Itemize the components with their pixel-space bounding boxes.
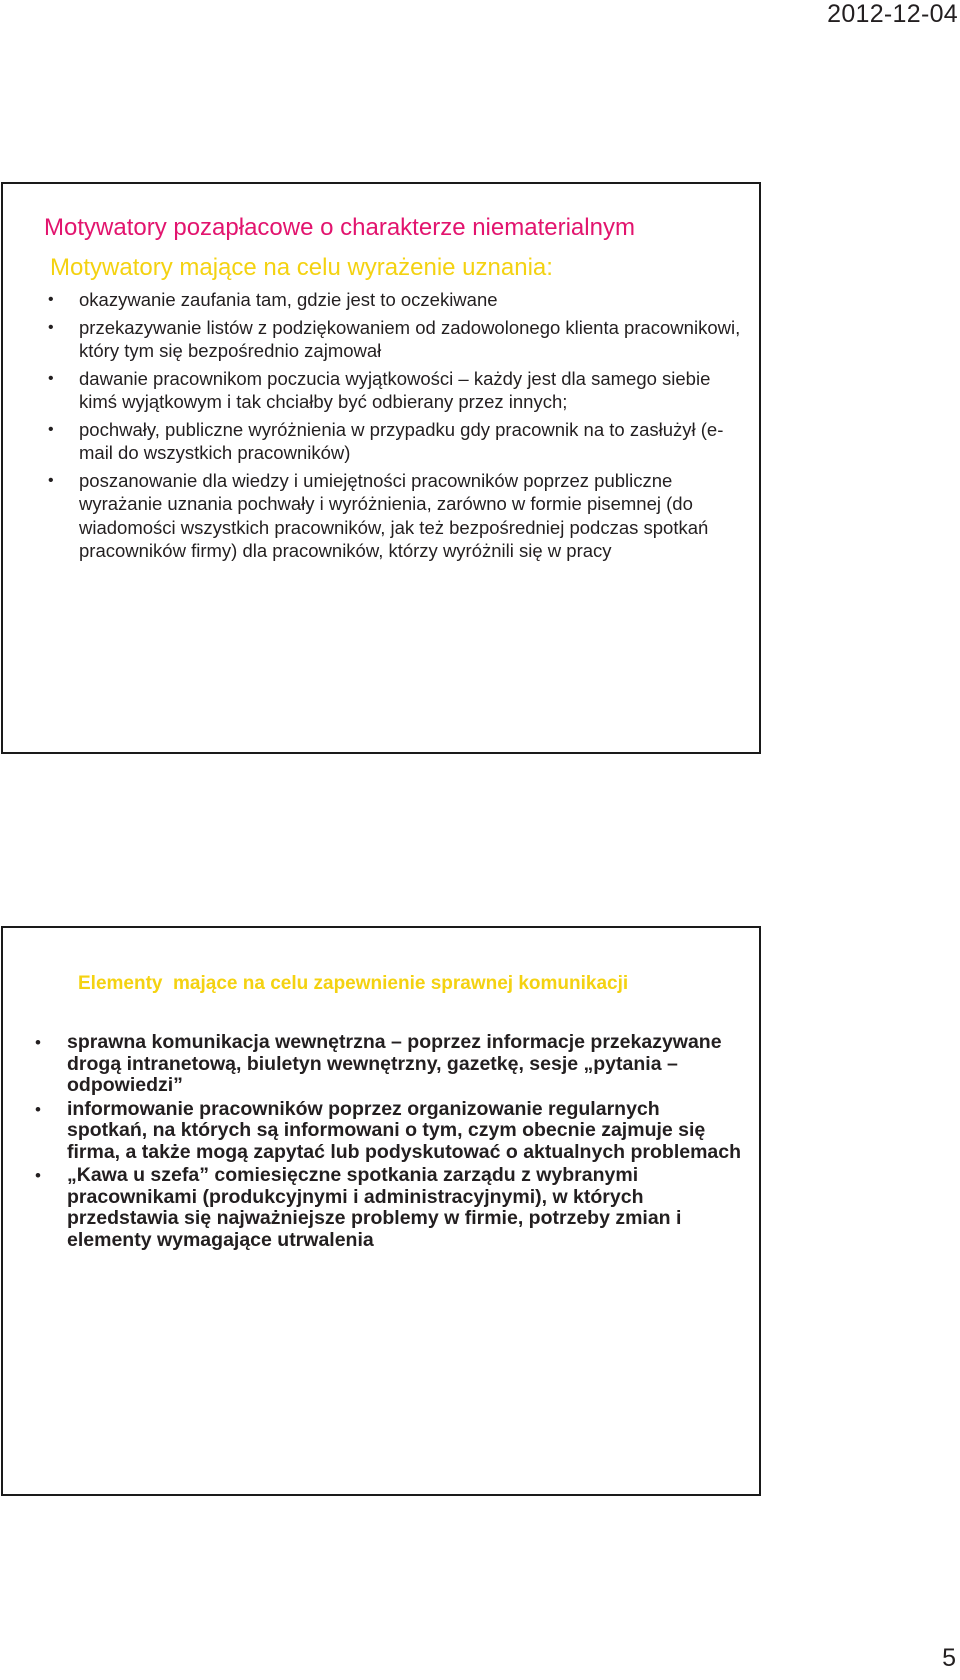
list-item xyxy=(3,1099,743,1164)
slide-2 xyxy=(1,926,761,1496)
bullet-icon: • xyxy=(48,291,54,308)
list-item-text: okazywanie zaufania tam, gdzie jest to oczekiwane xyxy=(79,289,498,310)
bullet-icon: • xyxy=(48,420,54,438)
bullet-icon: • xyxy=(48,471,54,489)
list-item-text: poszanowanie dla wiedzy i umiejętności pracowników poprzez publiczne wyrażanie uznania pochwały i wyróżnienia, zarówno w formie pisemnej (do wiadomości wszystkich pracowników, jak też bezpośredniej podczas spotkań pracowników firmy) dla pracowników, którzy wyróżnili się w pracy xyxy=(79,469,709,561)
slide-1-subtitle: Motywatory mające na celu wyrażenie uznania: xyxy=(50,254,553,281)
slide-2-title: Elementy mające na celu zapewnienie sprawnej komunikacji xyxy=(78,973,629,994)
list-item-text: dawanie pracownikom poczucia wyjątkowości – każdy jest dla samego siebie kimś wyjątkowym i tak chciałby być odbierany przez innych; xyxy=(79,367,711,412)
slide-1 xyxy=(1,182,761,754)
list-item xyxy=(3,1165,743,1251)
list-item xyxy=(3,1032,743,1097)
list-item-text: „Kawa u szefa” comiesięczne spotkania zarządu z wybranymi pracownikami (produkcyjnymi i administracyjnymi), w których przedstawia się najważniejsze problemy w firmie, potrzeby zmian i elementy wymagające utrwalenia xyxy=(67,1164,682,1251)
header-date: 2012-12-04 xyxy=(827,0,958,28)
slide-1-title: Motywatory pozapłacowe o charakterze niematerialnym xyxy=(44,214,635,241)
list-item xyxy=(3,469,743,563)
list-item xyxy=(3,316,743,363)
list-item-text: pochwały, publiczne wyróżnienia w przypadku gdy pracownik na to zasłużył (e-mail do wszystkich pracowników) xyxy=(79,418,724,463)
list-item xyxy=(3,288,743,312)
slide-2-bullet-list xyxy=(3,1032,743,1253)
bullet-icon: • xyxy=(48,318,54,336)
bullet-icon: • xyxy=(35,1099,41,1119)
list-item xyxy=(3,418,743,465)
list-item xyxy=(3,367,743,414)
slide-1-bullet-list xyxy=(3,288,743,567)
list-item-text: sprawna komunikacja wewnętrzna – poprzez informacje przekazywane drogą intranetową, biuletyn wewnętrzny, gazetkę, sesje „pytania – odpowiedzi” xyxy=(67,1031,722,1096)
bullet-icon: • xyxy=(35,1166,41,1185)
list-item-text: informowanie pracowników poprzez organizowanie regularnych spotkań, na których są informowani o tym, czym obecnie zajmuje się firma, a także mogą zapytać lub podyskutować o aktualnych problemach xyxy=(67,1097,742,1163)
bullet-icon: • xyxy=(48,369,54,387)
page-number: 5 xyxy=(942,1644,956,1672)
bullet-icon: • xyxy=(35,1033,41,1052)
list-item-text: przekazywanie listów z podziękowaniem od zadowolonego klienta pracownikowi, który tym się bezpośrednio zajmował xyxy=(79,316,741,361)
